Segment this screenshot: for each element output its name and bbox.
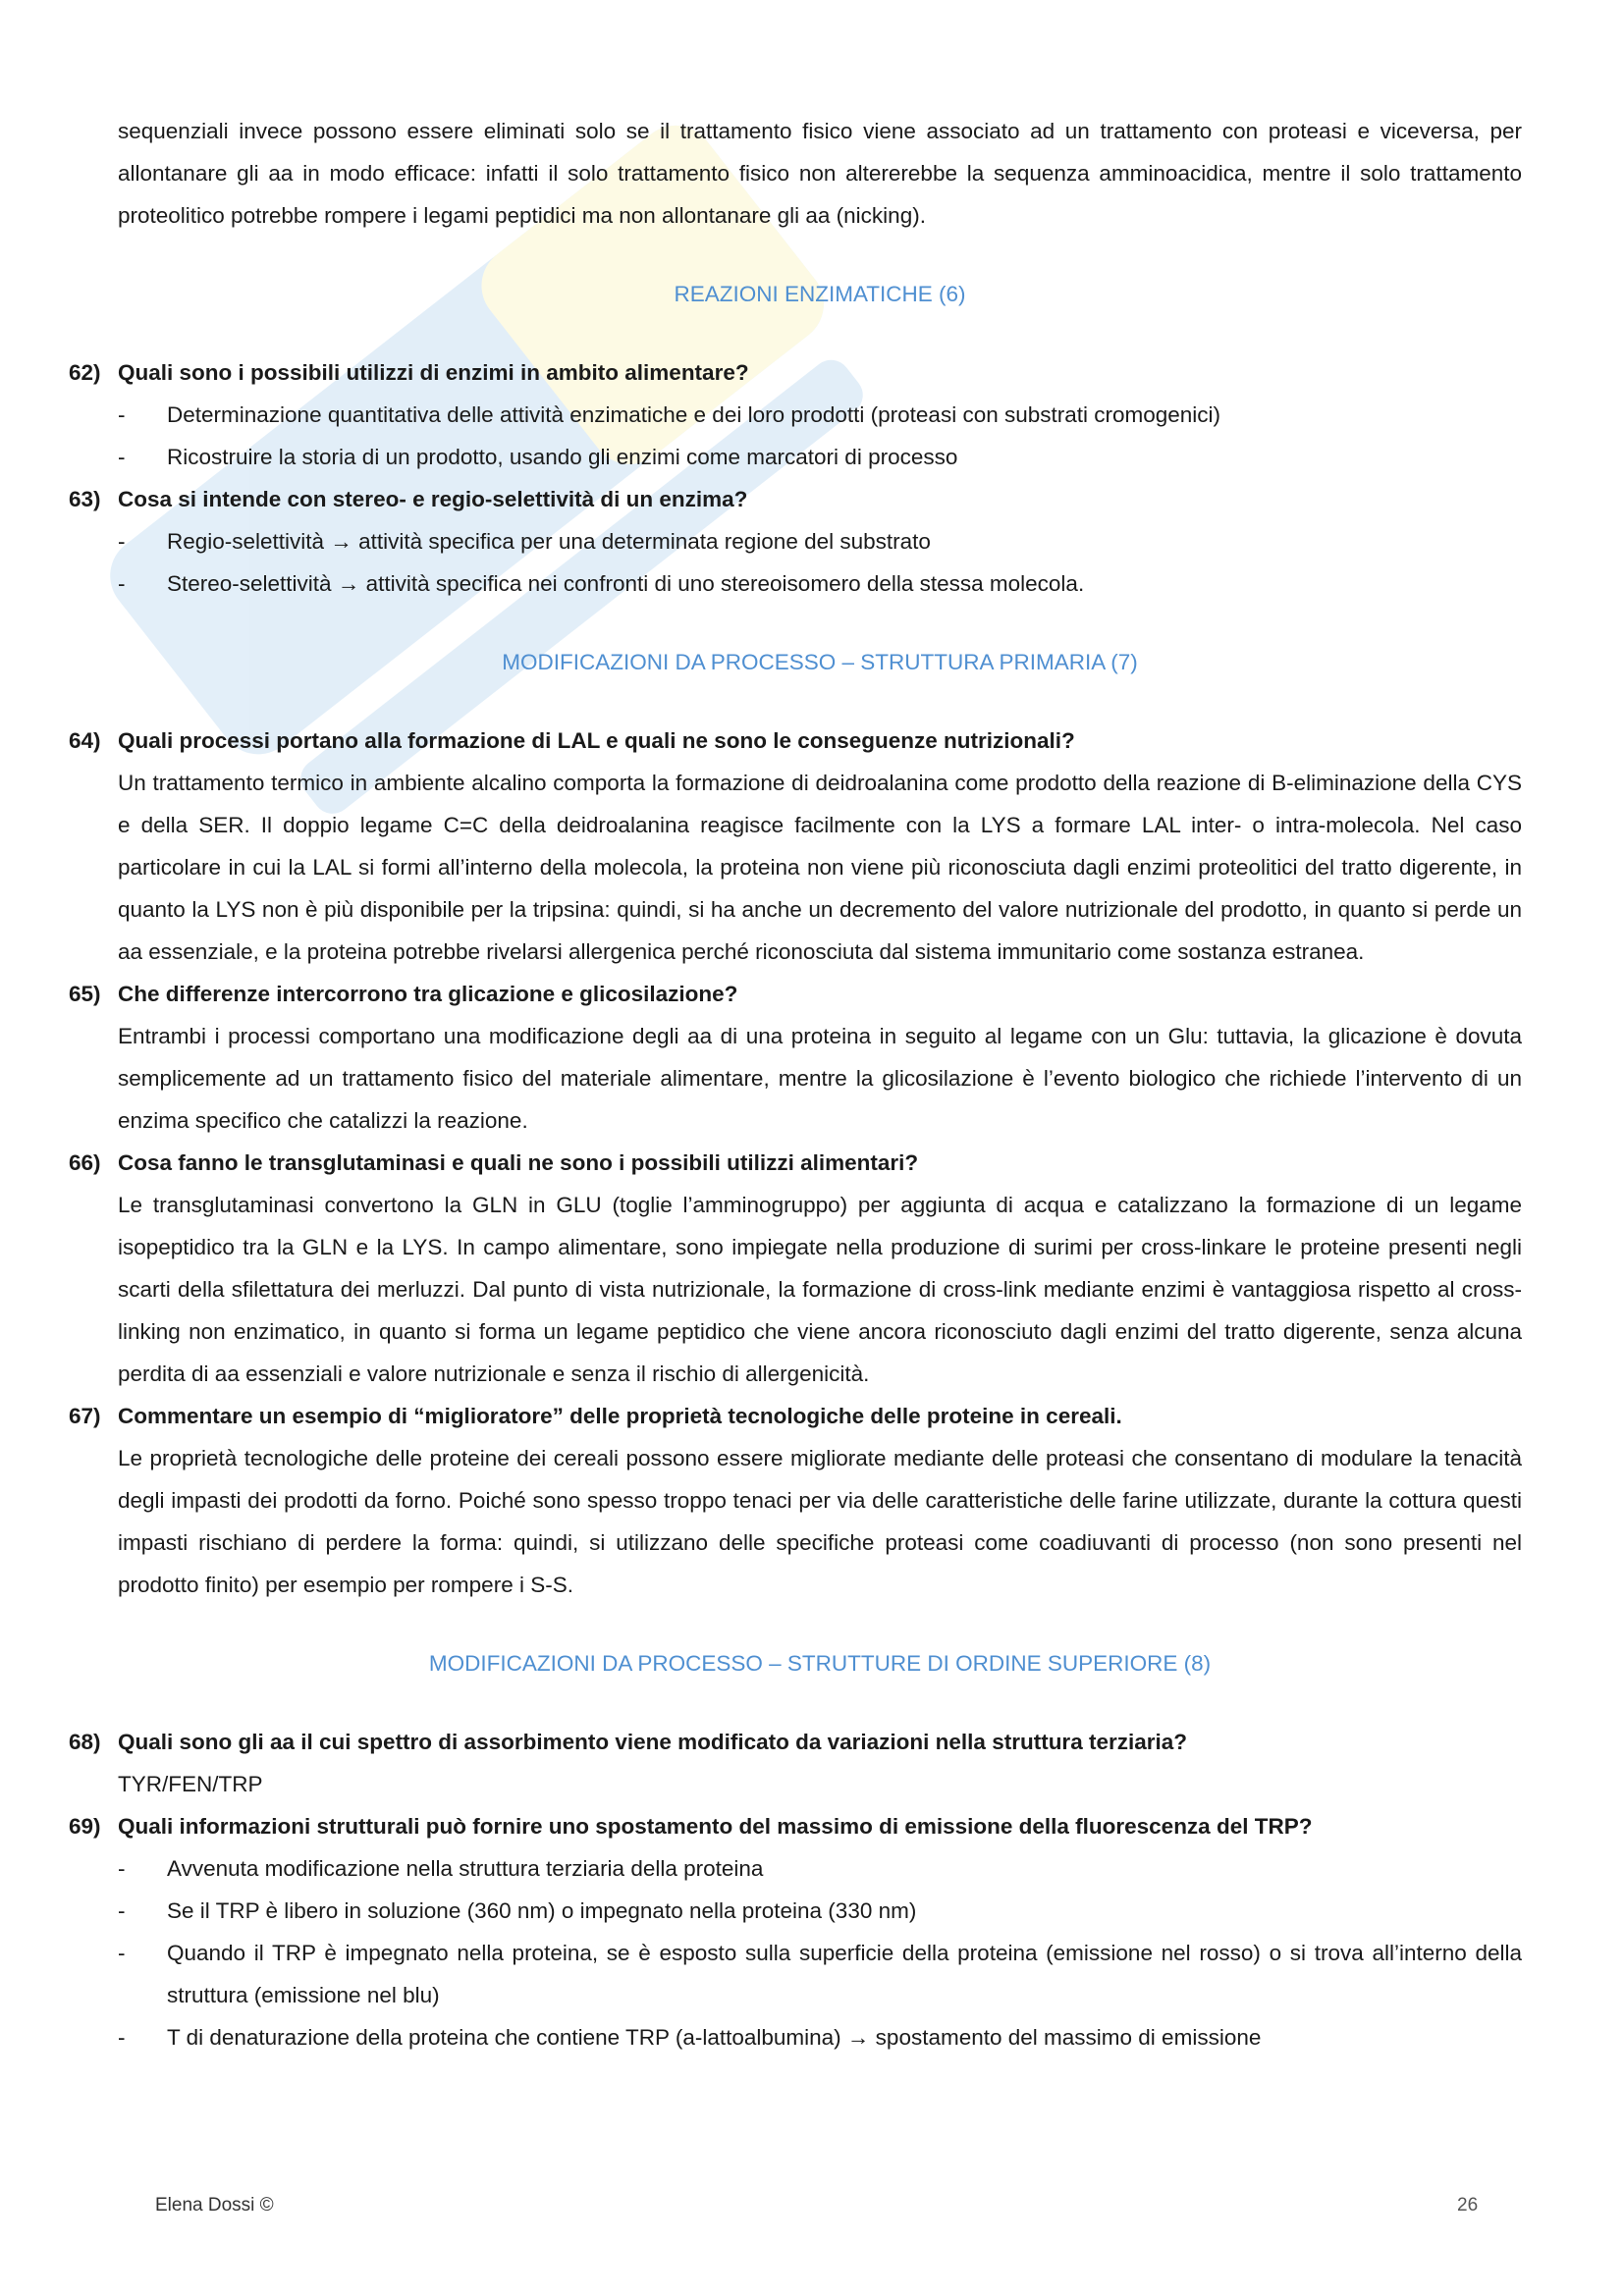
question-65-number: 65) [69, 982, 101, 1006]
question-64 [69, 720, 1522, 762]
question-67-number: 67) [69, 1404, 101, 1428]
list-item: - T di denaturazione della proteina che contiene TRP (a-lattoalbumina) → spostamento del massimo di emissione [118, 2025, 1262, 2050]
question-63-number: 63) [69, 487, 101, 511]
answer-66: Le transglutaminasi convertono la GLN in GLU (toglie l’amminogruppo) per aggiunta di acqua e catalizzano la formazione di un legame isopeptidico tra la GLN e la LYS. In campo alimentare, sono impiegate nella produzione di surimi per cross-linkare le proteine presenti negli scarti della sfilettatura dei merluzzi. Dal punto di vista nutrizionale, la formazione di cross-link mediante enzimi è vantaggiosa rispetto al cross-linking non enzimatico, in quanto si forma un legame peptidico che viene ancora riconosciuto dagli enzimi del tratto digerente, senza alcuna perdita di aa essenziali e valore nutrizionale e senza il rischio di allergenicità. [118, 1193, 1522, 1386]
answer-64: Un trattamento termico in ambiente alcalino comporta la formazione di deidroalanina come prodotto della reazione di B-eliminazione della CYS e della SER. Il doppio legame C=C della deidroalanina reagisce facilmente con la LYS a formare LAL inter- o intra-molecola. Nel caso particolare in cui la LAL si formi all’interno della molecola, la proteina non viene più riconosciuta dagli enzimi proteolitici del tratto digerente, in quanto la LYS non è più disponibile per la tripsina: quindi, si ha anche un decremento del valore nutrizionale del prodotto, in quanto si perde un aa essenziale, e la proteina potrebbe rivelarsi allergenica perché riconosciuta dal sistema immunitario come sostanza estranea. [118, 771, 1522, 964]
question-63-text: Cosa si intende con stereo- e regio-selettività di un enzima? [118, 487, 748, 511]
question-69 [69, 1805, 1522, 1847]
question-66-number: 66) [69, 1150, 101, 1175]
question-68-text: Quali sono gli aa il cui spettro di assorbimento viene modificato da variazioni nella struttura terziaria? [118, 1730, 1187, 1754]
question-62 [69, 351, 1522, 394]
intro-paragraph: sequenziali invece possono essere eliminati solo se il trattamento fisico viene associato ad un trattamento con proteasi e viceversa, per allontanare gli aa in modo efficace: infatti il solo trattamento fisico non altererebbe la sequenza amminoacidica, mentre il solo trattamento proteolitico potrebbe rompere i legami peptidici ma non allontanare gli aa (nicking). [118, 119, 1522, 228]
section-heading-7: MODIFICAZIONI DA PROCESSO – STRUTTURA PRIMARIA (7) [502, 650, 1138, 674]
question-62-number: 62) [69, 360, 101, 385]
question-69-number: 69) [69, 1814, 101, 1839]
list-item: - Se il TRP è libero in soluzione (360 nm) o impegnato nella proteina (330 nm) [118, 1898, 917, 1923]
answer-67: Le proprietà tecnologiche delle proteine dei cereali possono essere migliorate mediante delle proteasi che consentano di modulare la tenacità degli impasti dei prodotti da forno. Poiché sono spesso troppo tenaci per via delle caratteristiche delle farine utilizzate, durante la cottura questi impasti rischiano di perdere la forma: quindi, si utilizzano delle specifiche proteasi come coadiuvanti di processo (non sono presenti nel prodotto finito) per esempio per rompere i S-S. [118, 1446, 1522, 1597]
question-67-text: Commentare un esempio di “miglioratore” delle proprietà tecnologiche delle proteine in cereali. [118, 1404, 1122, 1428]
question-64-number: 64) [69, 728, 101, 753]
question-62-text: Quali sono i possibili utilizzi di enzimi in ambito alimentare? [118, 360, 749, 385]
list-item: - Ricostruire la storia di un prodotto, usando gli enzimi come marcatori di processo [118, 445, 958, 469]
section-heading-6: REAZIONI ENZIMATICHE (6) [674, 282, 966, 306]
footer-author: Elena Dossi © [155, 2195, 274, 2216]
question-65 [69, 973, 1522, 1015]
question-66-text: Cosa fanno le transglutaminasi e quali ne sono i possibili utilizzi alimentari? [118, 1150, 919, 1175]
question-64-text: Quali processi portano alla formazione di LAL e quali ne sono le conseguenze nutrizionali? [118, 728, 1075, 753]
list-item: - Avvenuta modificazione nella struttura terziaria della proteina [118, 1856, 764, 1881]
question-63 [69, 478, 1522, 520]
list-item: - Quando il TRP è impegnato nella proteina, se è esposto sulla superficie della proteina (emissione nel rosso) o si trova all’interno della struttura (emissione nel blu) [118, 1941, 1522, 2007]
answer-68: TYR/FEN/TRP [118, 1772, 263, 1796]
question-62-bullets [118, 394, 1522, 478]
question-67 [69, 1395, 1522, 1437]
page-number: 26 [1457, 2195, 1479, 2216]
question-69-text: Quali informazioni strutturali può fornire uno spostamento del massimo di emissione della fluorescenza del TRP? [118, 1814, 1313, 1839]
question-63-bullets [118, 520, 1522, 605]
list-item: - Determinazione quantitativa delle attività enzimatiche e dei loro prodotti (proteasi con substrati cromogenici) [118, 402, 1221, 427]
question-66 [69, 1142, 1522, 1184]
question-69-bullets [118, 1847, 1522, 2058]
page-content [69, 110, 1522, 2058]
question-65-text: Che differenze intercorrono tra glicazione e glicosilazione? [118, 982, 738, 1006]
list-item: - Regio-selettività → attività specifica per una determinata regione del substrato [118, 529, 931, 554]
section-heading-8: MODIFICAZIONI DA PROCESSO – STRUTTURE DI ORDINE SUPERIORE (8) [428, 1651, 1212, 1676]
question-68-number: 68) [69, 1730, 101, 1754]
question-68 [69, 1721, 1522, 1763]
answer-65: Entrambi i processi comportano una modificazione degli aa di una proteina in seguito al legame con un Glu: tuttavia, la glicazione è dovuta semplicemente ad un trattamento fisico del materiale alimentare, mentre la glicosilazione è l’evento biologico che richiede l’intervento di un enzima specifico che catalizzi la reazione. [118, 1024, 1522, 1133]
list-item: - Stereo-selettività → attività specifica nei confronti di uno stereoisomero della stessa molecola. [118, 571, 1085, 596]
